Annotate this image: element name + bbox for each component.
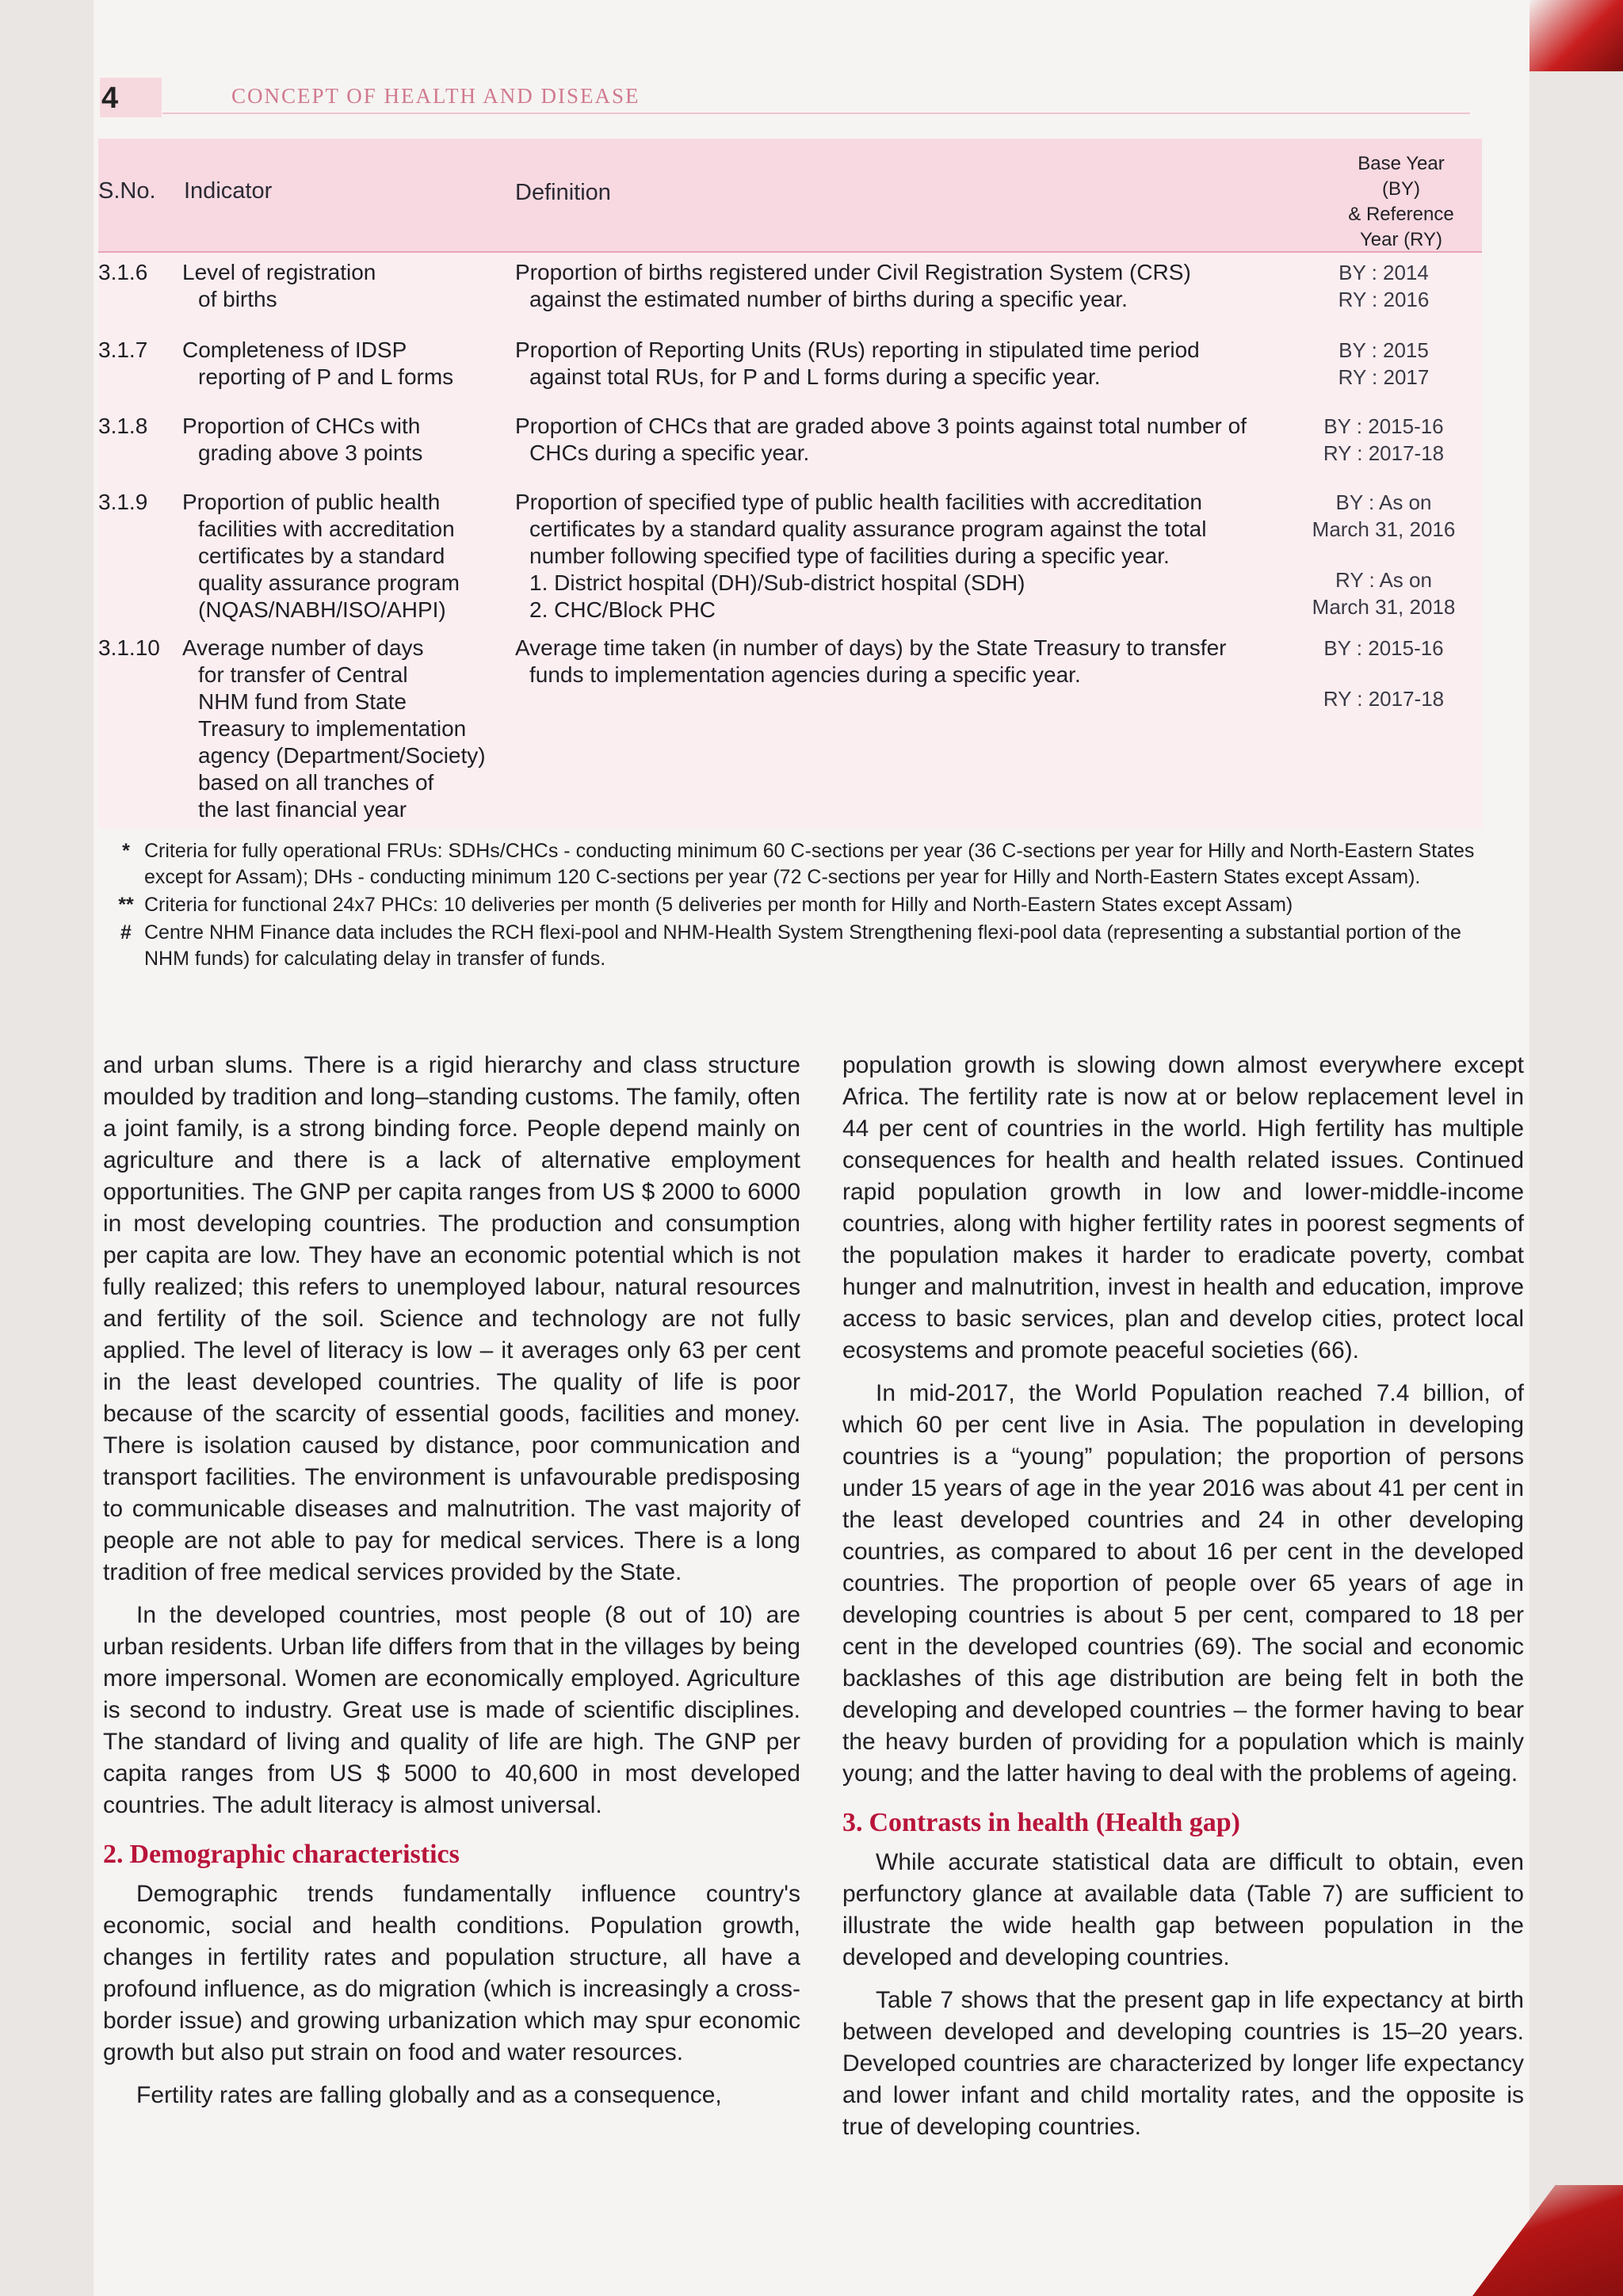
row-sno: 3.1.9 (98, 490, 148, 514)
cell-line: 1. District hospital (DH)/Sub-district hospital (SDH) (529, 570, 1025, 595)
cell-line: certificates by a standard quality assurance program against the total (529, 517, 1207, 541)
cell-line: (NQAS/NABH/ISO/AHPI) (198, 597, 446, 622)
cell-line: against the estimated number of births during a specific year. (529, 287, 1128, 311)
cell-line: BY : 2014 (1338, 261, 1429, 284)
cell-line: Proportion of CHCs with (182, 414, 421, 438)
section-heading (842, 1807, 1524, 1839)
section-title: Demographic characteristics (129, 1840, 460, 1869)
row-definition (515, 413, 1308, 467)
row-year (1304, 259, 1463, 313)
cell-line: BY : 2015 (1338, 338, 1429, 362)
cell-line: for transfer of Central (198, 662, 408, 687)
row-definition (515, 259, 1308, 313)
paragraph: population growth is slowing down almost everywhere except Africa. The fertility rate is now at or below replacement level in 44 per cent of countries in the world. High fertility has multiple consequences for health and health related issues. Continued rapid population growth in low and lower-middle-income countries, along with higher fertility rates in poorest segments of the population makes it harder to eradicate poverty, combat hunger and malnutrition, invest in health and education, improve access to basic services, plan and develop cities, protect local ecosystems and promote peaceful societies (66). (842, 1052, 1524, 1363)
page-number: 4 (100, 78, 162, 117)
header-year (1338, 151, 1465, 253)
paragraph: While accurate statistical data are difficult to obtain, even perfunctory glance at available data (Table 7) are sufficient to illustrate the wide health gap between population in the developed and developing countries. (842, 1849, 1524, 1970)
cell-line: CHCs during a specific year. (529, 441, 810, 465)
footnote (111, 920, 1490, 972)
footnote-mark: * (122, 840, 130, 862)
cell-line: Level of registration (182, 260, 376, 284)
row-sno: 3.1.6 (98, 260, 148, 284)
header-year-line: & Reference (1348, 204, 1454, 225)
table-footnotes (111, 838, 1490, 974)
cell-line: number following specified type of facilities during a specific year. (529, 543, 1170, 568)
cell-line: certificates by a standard (198, 543, 445, 568)
row-sno: 3.1.10 (98, 635, 160, 660)
cell-line: BY : As on (1335, 490, 1432, 514)
left-column (103, 1050, 800, 2122)
cell-line: facilities with accreditation (198, 517, 455, 541)
cell-line: RY : 2016 (1338, 288, 1430, 311)
cell-line: Proportion of specified type of public health facilities with accreditation (515, 490, 1202, 514)
cell-line: Proportion of public health (182, 490, 441, 514)
section-heading (103, 1839, 800, 1871)
table-header (98, 139, 1482, 253)
paragraph: and urban slums. There is a rigid hierarchy and class structure moulded by tradition and long–standing customs. The family, often a joint family, is a strong binding force. People depend mainly on agriculture and there is a lack of alternative employment opportunities. The GNP per capita ranges from US $ 2000 to 6000 in most developing countries. The production and consumption per capita are low. They have an economic potential which is not fully realized; this refers to unemployed labour, natural resources and fertility of the soil. Science and technology are not fully applied. The level of literacy is low – it averages only 63 per cent in the least developed countries. The quality of life is poor because of the scarcity of essential goods, facilities and money. There is isolation caused by distance, poor communication and transport facilities. The environment is unfavourable predisposing to communicable diseases and malnutrition. The vast majority of people are not able to pay for medical services. There is a long tradition of free medical services provided by the State. (103, 1052, 800, 1585)
paragraph: Fertility rates are falling globally and as a consequence, (136, 2082, 722, 2108)
row-indicator (182, 413, 515, 467)
cell-line: grading above 3 points (198, 441, 423, 465)
right-column (842, 1050, 1524, 2154)
header-year-line: Year (RY) (1359, 229, 1443, 250)
cell-line: quality assurance program (198, 570, 460, 595)
cell-line: March 31, 2018 (1312, 595, 1456, 619)
footnote (111, 892, 1490, 918)
footnote-text: Criteria for functional 24x7 PHCs: 10 deliveries per month (5 deliveries per month for Hilly and North-Eastern States except Assam) (144, 894, 1293, 916)
cell-line: NHM fund from State (198, 689, 407, 714)
running-title: CONCEPT OF HEALTH AND DISEASE (231, 84, 640, 108)
cell-line: Average number of days (182, 635, 424, 660)
header-indicator: Indicator (184, 178, 273, 204)
footnote (111, 838, 1490, 891)
paragraph: Demographic trends fundamentally influence country's economic, social and health conditions. Population growth, changes in fertility rates and population structure, all have a profound influence, as do migration (which is increasingly a cross-border issue) and growing urbanization which may spur economic growth but also put strain on food and water resources. (103, 1881, 800, 2065)
cell-line: Proportion of births registered under Civil Registration System (CRS) (515, 260, 1191, 284)
row-sno: 3.1.7 (98, 338, 148, 362)
cell-line: BY : 2015-16 (1323, 414, 1444, 438)
footnote-mark: # (120, 921, 132, 944)
footnote-text: Centre NHM Finance data includes the RCH flexi-pool and NHM-Health System Strengthening flexi-pool data (representing a substantial portion of the NHM funds) for calculating delay in transfer of funds. (144, 921, 1461, 970)
cell-line: BY : 2015-16 (1323, 636, 1444, 660)
header-sno: S.No. (98, 178, 156, 204)
cell-line: the last financial year (198, 797, 407, 822)
cell-line: 2. CHC/Block PHC (529, 597, 716, 622)
row-definition (515, 635, 1308, 688)
header-definition: Definition (515, 180, 611, 205)
row-definition (515, 337, 1308, 391)
row-sno: 3.1.8 (98, 414, 148, 438)
row-indicator (182, 337, 515, 391)
cell-line: Average time taken (in number of days) by the State Treasury to transfer (515, 635, 1227, 660)
cell-line: of births (198, 287, 277, 311)
section-title: Contrasts in health (Health gap) (869, 1808, 1240, 1837)
row-year (1304, 489, 1463, 620)
cell-line: against total RUs, for P and L forms during a specific year. (529, 364, 1101, 389)
cell-line: RY : 2017-18 (1323, 441, 1445, 465)
cell-line: Treasury to implementation (198, 716, 467, 741)
footnote-text: Criteria for fully operational FRUs: SDHs/CHCs - conducting minimum 60 C-sections per year (36 C-sections per year for Hilly and North-Eastern States except for Assam); DHs - conducting minimum 120 C-sections per year (72 C-sections per year for Hilly and North-Eastern States except Assam). (144, 840, 1475, 888)
row-indicator (182, 259, 515, 313)
header-year-line: Base Year (BY) (1358, 153, 1445, 200)
row-year (1304, 413, 1463, 467)
cell-line: Proportion of Reporting Units (RUs) reporting in stipulated time period (515, 338, 1200, 362)
cell-line: RY : As on (1335, 568, 1432, 592)
cell-line: RY : 2017-18 (1323, 687, 1445, 711)
section-number: 2. (103, 1840, 124, 1869)
paragraph: Table 7 shows that the present gap in life expectancy at birth between developed and developing countries is 15–20 years. Developed countries are characterized by longer life expectancy and lower infant and child mortality rates, and the opposite is true of developing countries. (842, 1987, 1524, 2140)
page-corner-decoration (1529, 0, 1623, 71)
paragraph: In the developed countries, most people (8 out of 10) are urban residents. Urban life differs from that in the villages by being more impersonal. Women are economically employed. Agriculture is second to industry. Great use is made of scientific disciplines. The standard of living and quality of life are high. The GNP per capita ranges from US $ 5000 to 40,600 in most developed countries. The adult literacy is almost universal. (103, 1602, 800, 1818)
cell-line: funds to implementation agencies during a specific year. (529, 662, 1081, 687)
header-rule (162, 113, 1470, 114)
row-year (1304, 337, 1463, 391)
cell-line: based on all tranches of (198, 770, 434, 795)
cell-line: agency (Department/Society) (198, 743, 486, 768)
cell-line: Completeness of IDSP (182, 338, 407, 362)
section-number: 3. (842, 1808, 863, 1837)
paragraph: In mid-2017, the World Population reached 7.4 billion, of which 60 per cent live in Asia. The population in developing countries is a “young” population; the proportion of persons under 15 years of age in the year 2016 was about 41 per cent in the least developed countries and 24 in other developing countries, as compared to about 16 per cent in the developed countries. The proportion of people over 65 years of age in developing countries is about 5 per cent, compared to 18 per cent in the developed countries (69). The social and economic backlashes of this age distribution are being felt in both the developing and developed countries – the former having to bear the heavy burden of providing for a population which is mainly young; and the latter having to deal with the problems of ageing. (842, 1380, 1524, 1787)
footnote-mark: ** (118, 894, 134, 916)
indicator-table (98, 139, 1482, 828)
row-definition (515, 489, 1308, 624)
cell-line: Proportion of CHCs that are graded above 3 points against total number of (515, 414, 1247, 438)
row-indicator (182, 635, 515, 823)
cell-line: reporting of P and L forms (198, 364, 454, 389)
cell-line: RY : 2017 (1338, 365, 1430, 389)
row-indicator (182, 489, 515, 624)
cell-line: March 31, 2016 (1312, 517, 1456, 541)
row-year (1304, 635, 1463, 712)
